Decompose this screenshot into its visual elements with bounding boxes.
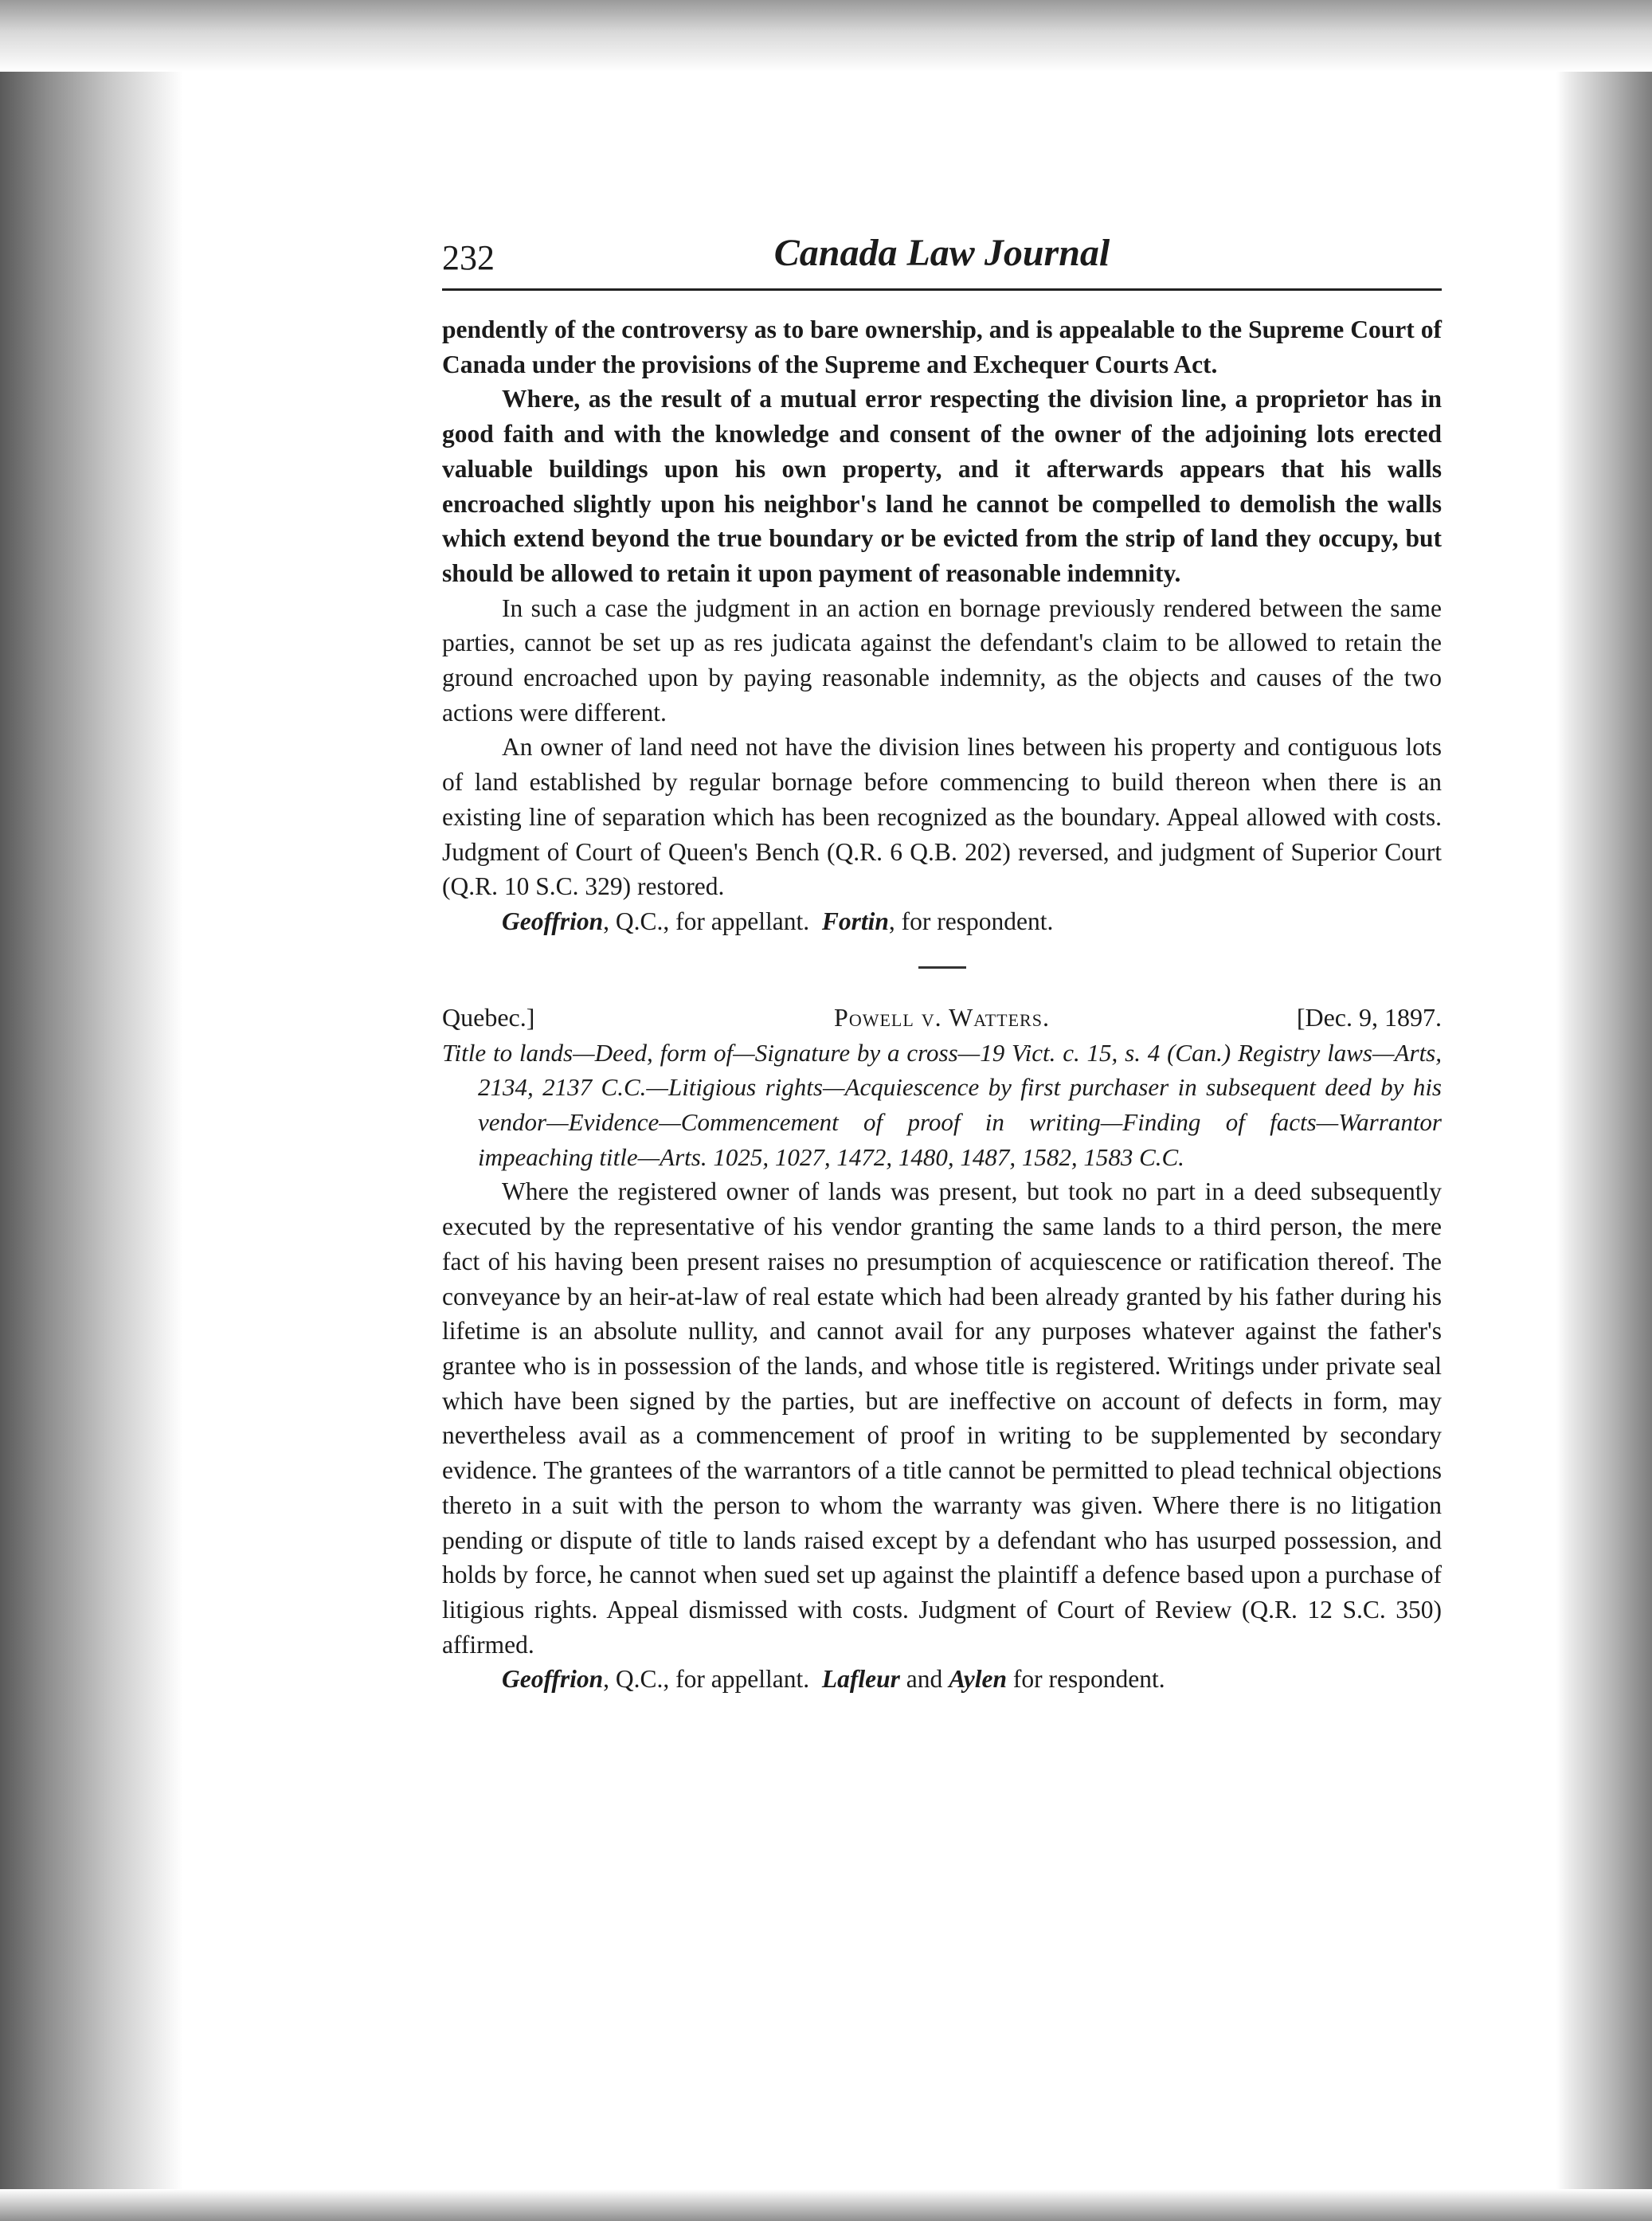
respondent-counsel-name: Fortin	[821, 907, 889, 935]
section-divider	[918, 966, 966, 969]
paragraph-res-judicata: In such a case the judgment in an action en bornage previously rendered between the same parties, cannot be set up as res judicata against the defendant's claim to be allowed to retain the ground encroached upon by paying reasonable indemnity, as the objects and causes of the two actions were different.	[442, 593, 1442, 727]
respondent-counsel-suffix: for respondent.	[1007, 1665, 1165, 1694]
appellant-counsel-suffix: , Q.C., for appellant.	[603, 1665, 810, 1694]
case-date: [Dec. 9, 1897.	[1296, 1002, 1442, 1032]
case-summary: Where the registered owner of lands was present, but took no part in a deed subsequently executed by the representative of his vendor granting the same lands to a third person, the mere fact of his having been present raises no presumption of acquiescence or ratification thereof. The conveyance by an heir-at-law of real estate which had been already granted by his father during his lifetime is an absolute nullity, and cannot avail for any purposes whatever against the father's grantee who is in possession of the lands, and whose title is registered. Writings under private seal which have been signed by the parties, but are ineffective on account of defects in form, may nevertheless avail as a commencement of proof in writing to be supplemented by secondary evidence. The grantees of the warrantors of a title cannot be permitted to plead technical objections thereto in a suit with the person to whom the warranty was given. Where there is no litigation pending or dispute of title to lands raised except by a defendant who has usurped possession, and holds by force, he cannot when sued set up against the plaintiff a defence based upon a purchase of litigious rights. Appeal dismissed with costs. Judgment of Court of Review (Q.R. 12 S.C. 350) affirmed.	[442, 1177, 1442, 1659]
respondent-counsel-name-1: Lafleur	[821, 1665, 900, 1694]
journal-page	[442, 231, 1442, 1697]
respondent-counsel-name-2: Aylen	[949, 1665, 1007, 1694]
paragraph-bornage: An owner of land need not have the division lines between his property and contiguous lots of land established by regular bornage before commencing to build thereon when there is an existing line of separation which has been recognized as the boundary. Appeal allowed with costs. Judgment of Court of Queen's Bench (Q.R. 6 Q.B. 202) reversed, and judgment of Superior Court (Q.R. 10 S.C. 329) restored.	[442, 733, 1442, 901]
case-name: Powell v. Watters.	[834, 1002, 1050, 1032]
case-catchwords: Title to lands—Deed, form of—Signature by a cross—19 Vict. c. 15, s. 4 (Can.) Registry laws—Arts, 2134, 2137 C.C.—Litigious rights—Acquiescence by first purchaser in subsequent deed by his vendor—Evidence—Commencement of proof in writing—Finding of facts—Warrantor impeaching title—Arts. 1025, 1027, 1472, 1480, 1487, 1582, 1583 C.C.	[442, 1038, 1442, 1171]
paragraph-continuation: pendently of the controversy as to bare ownership, and is appealable to the Supreme Court of Canada under the provisions of the Supreme and Exchequer Courts Act.	[442, 315, 1442, 378]
respondent-counsel-suffix: , for respondent.	[888, 907, 1054, 935]
scan-edge-bottom	[0, 2189, 1652, 2221]
counsel-joiner: and	[899, 1665, 949, 1694]
scan-edge-right	[1556, 0, 1652, 2221]
case-heading	[442, 1001, 1442, 1036]
appellant-counsel-name: Geoffrion	[502, 1665, 604, 1694]
running-header	[442, 231, 1442, 287]
header-rule	[442, 288, 1442, 291]
journal-title: Canada Law Journal	[773, 232, 1110, 274]
paragraph-encroachment: Where, as the result of a mutual error respecting the division line, a proprietor has in good faith and with the knowledge and consent of the owner of the adjoining lots erected valuable buildings upon his own property, and it afterwards appears that his walls encroached slightly upon his neighbor's land he cannot be compelled to demolish the walls which extend beyond the true boundary or be evicted from the strip of land they occupy, but should be allowed to retain it upon payment of reasonable indemnity.	[442, 385, 1442, 587]
counsel-line-2	[442, 1662, 1442, 1697]
appellant-counsel-name: Geoffrion	[502, 907, 604, 935]
page-body	[442, 312, 1442, 1697]
page-number: 232	[442, 238, 495, 277]
case-court: Quebec.]	[442, 1002, 535, 1032]
scan-edge-left	[0, 0, 183, 2221]
scan-edge-top	[0, 0, 1652, 72]
appellant-counsel-suffix: , Q.C., for appellant.	[603, 907, 810, 935]
counsel-line-1	[442, 904, 1442, 939]
